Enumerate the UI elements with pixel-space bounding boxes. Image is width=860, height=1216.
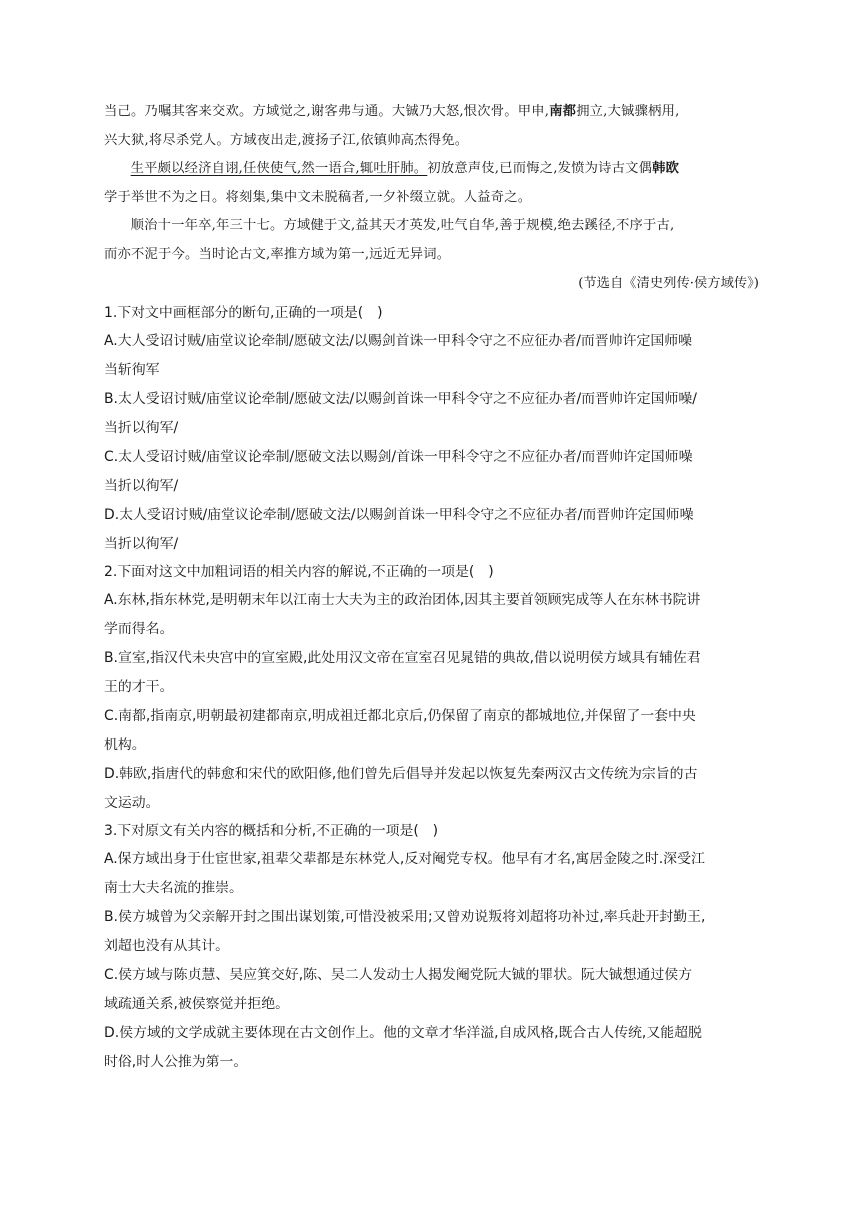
passage-paragraph-3 [104, 212, 759, 269]
option-d [104, 501, 759, 559]
passage-text: 当己。乃嘱其客来交欢。方域觉之,谢客弗与通。大铖乃大怒,恨次骨。甲申, [104, 104, 550, 119]
question-stem: 2.下面对这文中加粗词语的相关内容的解说,不正确的一项是( ) [104, 564, 494, 581]
option-line: A.东林,指东林党,是明朝末年以江南士大夫为主的政治团体,因其主要首领顾宪成等人在东林书院讲 [104, 592, 701, 609]
option-a [104, 845, 759, 903]
bold-term-hanou: 韩欧 [652, 161, 680, 177]
option-a [104, 586, 759, 644]
option-d [104, 1019, 759, 1077]
option-line: A.大人受诏讨贼/庙堂议论牵制/愿破文法/以赐剑首诛一甲科令守之不应征办者/而晋帅许定国师噪 [104, 333, 693, 350]
option-line: D.韩欧,指唐代的韩愈和宋代的欧阳修,他们曾先后倡导并发起以恢复先秦两汉古文传统为宗旨的古 [104, 766, 698, 783]
option-line: C.南都,指南京,明朝最初建都南京,明成祖迁都北京后,仍保留了南京的都城地位,并保留了一套中央 [104, 708, 696, 725]
passage-paragraph-2 [104, 155, 759, 212]
option-line: C.太人受诏讨贼/庙堂议论牵制/愿破文法以赐剑/首诛一甲科令守之不应征办者/而晋帅许定国师噪 [104, 449, 693, 466]
option-line: C.侯方域与陈贞慧、吴应箕交好,陈、吴二人发动士人揭发阉党阮大铖的罪状。阮大铖想通过侯方 [104, 967, 693, 984]
option-line: 当折以徇军/ [104, 478, 179, 495]
option-c [104, 443, 759, 501]
option-line: 时俗,时人公推为第一。 [104, 1054, 248, 1071]
passage-text: 顺治十一年卒,年三十七。方域健于文,益其天才英发,吐气自华,善于规模,绝去蹊径,不序于古, [130, 218, 675, 234]
document-page [104, 98, 759, 1077]
option-line: 学而得名。 [104, 621, 174, 638]
option-line: 刘超也没有从其计。 [104, 938, 230, 955]
option-b [104, 903, 759, 961]
option-c [104, 702, 759, 760]
question-stem: 1.下对文中画框部分的断句,正确的一项是( ) [104, 305, 383, 322]
passage-text: 而亦不泥于今。当时论古文,率推方域为第一,远近无异词。 [104, 246, 451, 262]
option-d [104, 760, 759, 818]
option-b [104, 385, 759, 443]
option-c [104, 961, 759, 1019]
option-line: B.侯方城曾为父亲解开封之围出谋划策,可惜没被采用;又曾劝说叛将刘超将功补过,率兵赴开封勤王, [104, 909, 706, 926]
passage [104, 98, 759, 298]
option-line: B.宣室,指汉代未央宫中的宣室殿,此处用汉文帝在宣室召见晁错的典故,借以说明侯方域具有辅佐君 [104, 650, 701, 667]
option-line: 文运动。 [104, 795, 160, 812]
option-line: B.太人受诏讨贼/庙堂议论牵制/愿破文法/以赐剑首诛一甲科令守之不应征办者/而晋帅许定国师噪/ [104, 391, 697, 408]
passage-paragraph-1 [104, 98, 759, 155]
question-1 [104, 300, 759, 559]
question-3 [104, 818, 759, 1077]
passage-text: 学于举世不为之日。将刻集,集中文未脱稿者,一夕补缀立就。人益奇之。 [104, 189, 532, 205]
passage-text: 初放意声伎,已而悔之,发愤为诗古文偶 [427, 161, 653, 177]
option-line: 王的才干。 [104, 679, 174, 696]
passage-text: 兴大狱,将尽杀党人。方域夜出走,渡扬子江,依镇帅高杰得免。 [104, 132, 469, 148]
bold-term-nandu: 南都 [549, 104, 577, 119]
option-line: 当斩徇军 [104, 362, 160, 379]
option-a [104, 327, 759, 385]
option-b [104, 644, 759, 702]
passage-text: 拥立,大铖骤柄用, [576, 104, 680, 119]
source-citation: (节选自《清史列传·侯方域传》) [578, 275, 759, 291]
underlined-sentence: 生平颇以经济自诩,任侠使气,然一语合,辄吐肝肺。 [130, 161, 428, 177]
option-line: 域疏通关系,被侯察觉并拒绝。 [104, 996, 289, 1013]
option-line: 当折以徇军/ [104, 420, 179, 437]
option-line: 机构。 [104, 737, 146, 754]
option-line: D.太人受诏讨贼/庙堂议论牵制/愿破文法/以赐剑首诛一甲科令守之不应征办者/而晋帅许定国师噪 [104, 507, 694, 524]
question-stem: 3.下对原文有关内容的概括和分析,不正确的一项是( ) [104, 823, 439, 840]
question-2 [104, 559, 759, 818]
option-line: D.侯方域的文学成就主要体现在古文创作上。他的文章才华洋溢,自成风格,既合古人传统,又能超脱 [104, 1025, 702, 1042]
option-line: 当折以徇军/ [104, 536, 179, 553]
option-line: 南士大夫名流的推崇。 [104, 880, 243, 897]
option-line: A.保方域出身于仕宦世家,祖辈父辈都是东林党人,反对阉党专权。他早有才名,寓居金陵之时.深受江 [104, 851, 705, 868]
